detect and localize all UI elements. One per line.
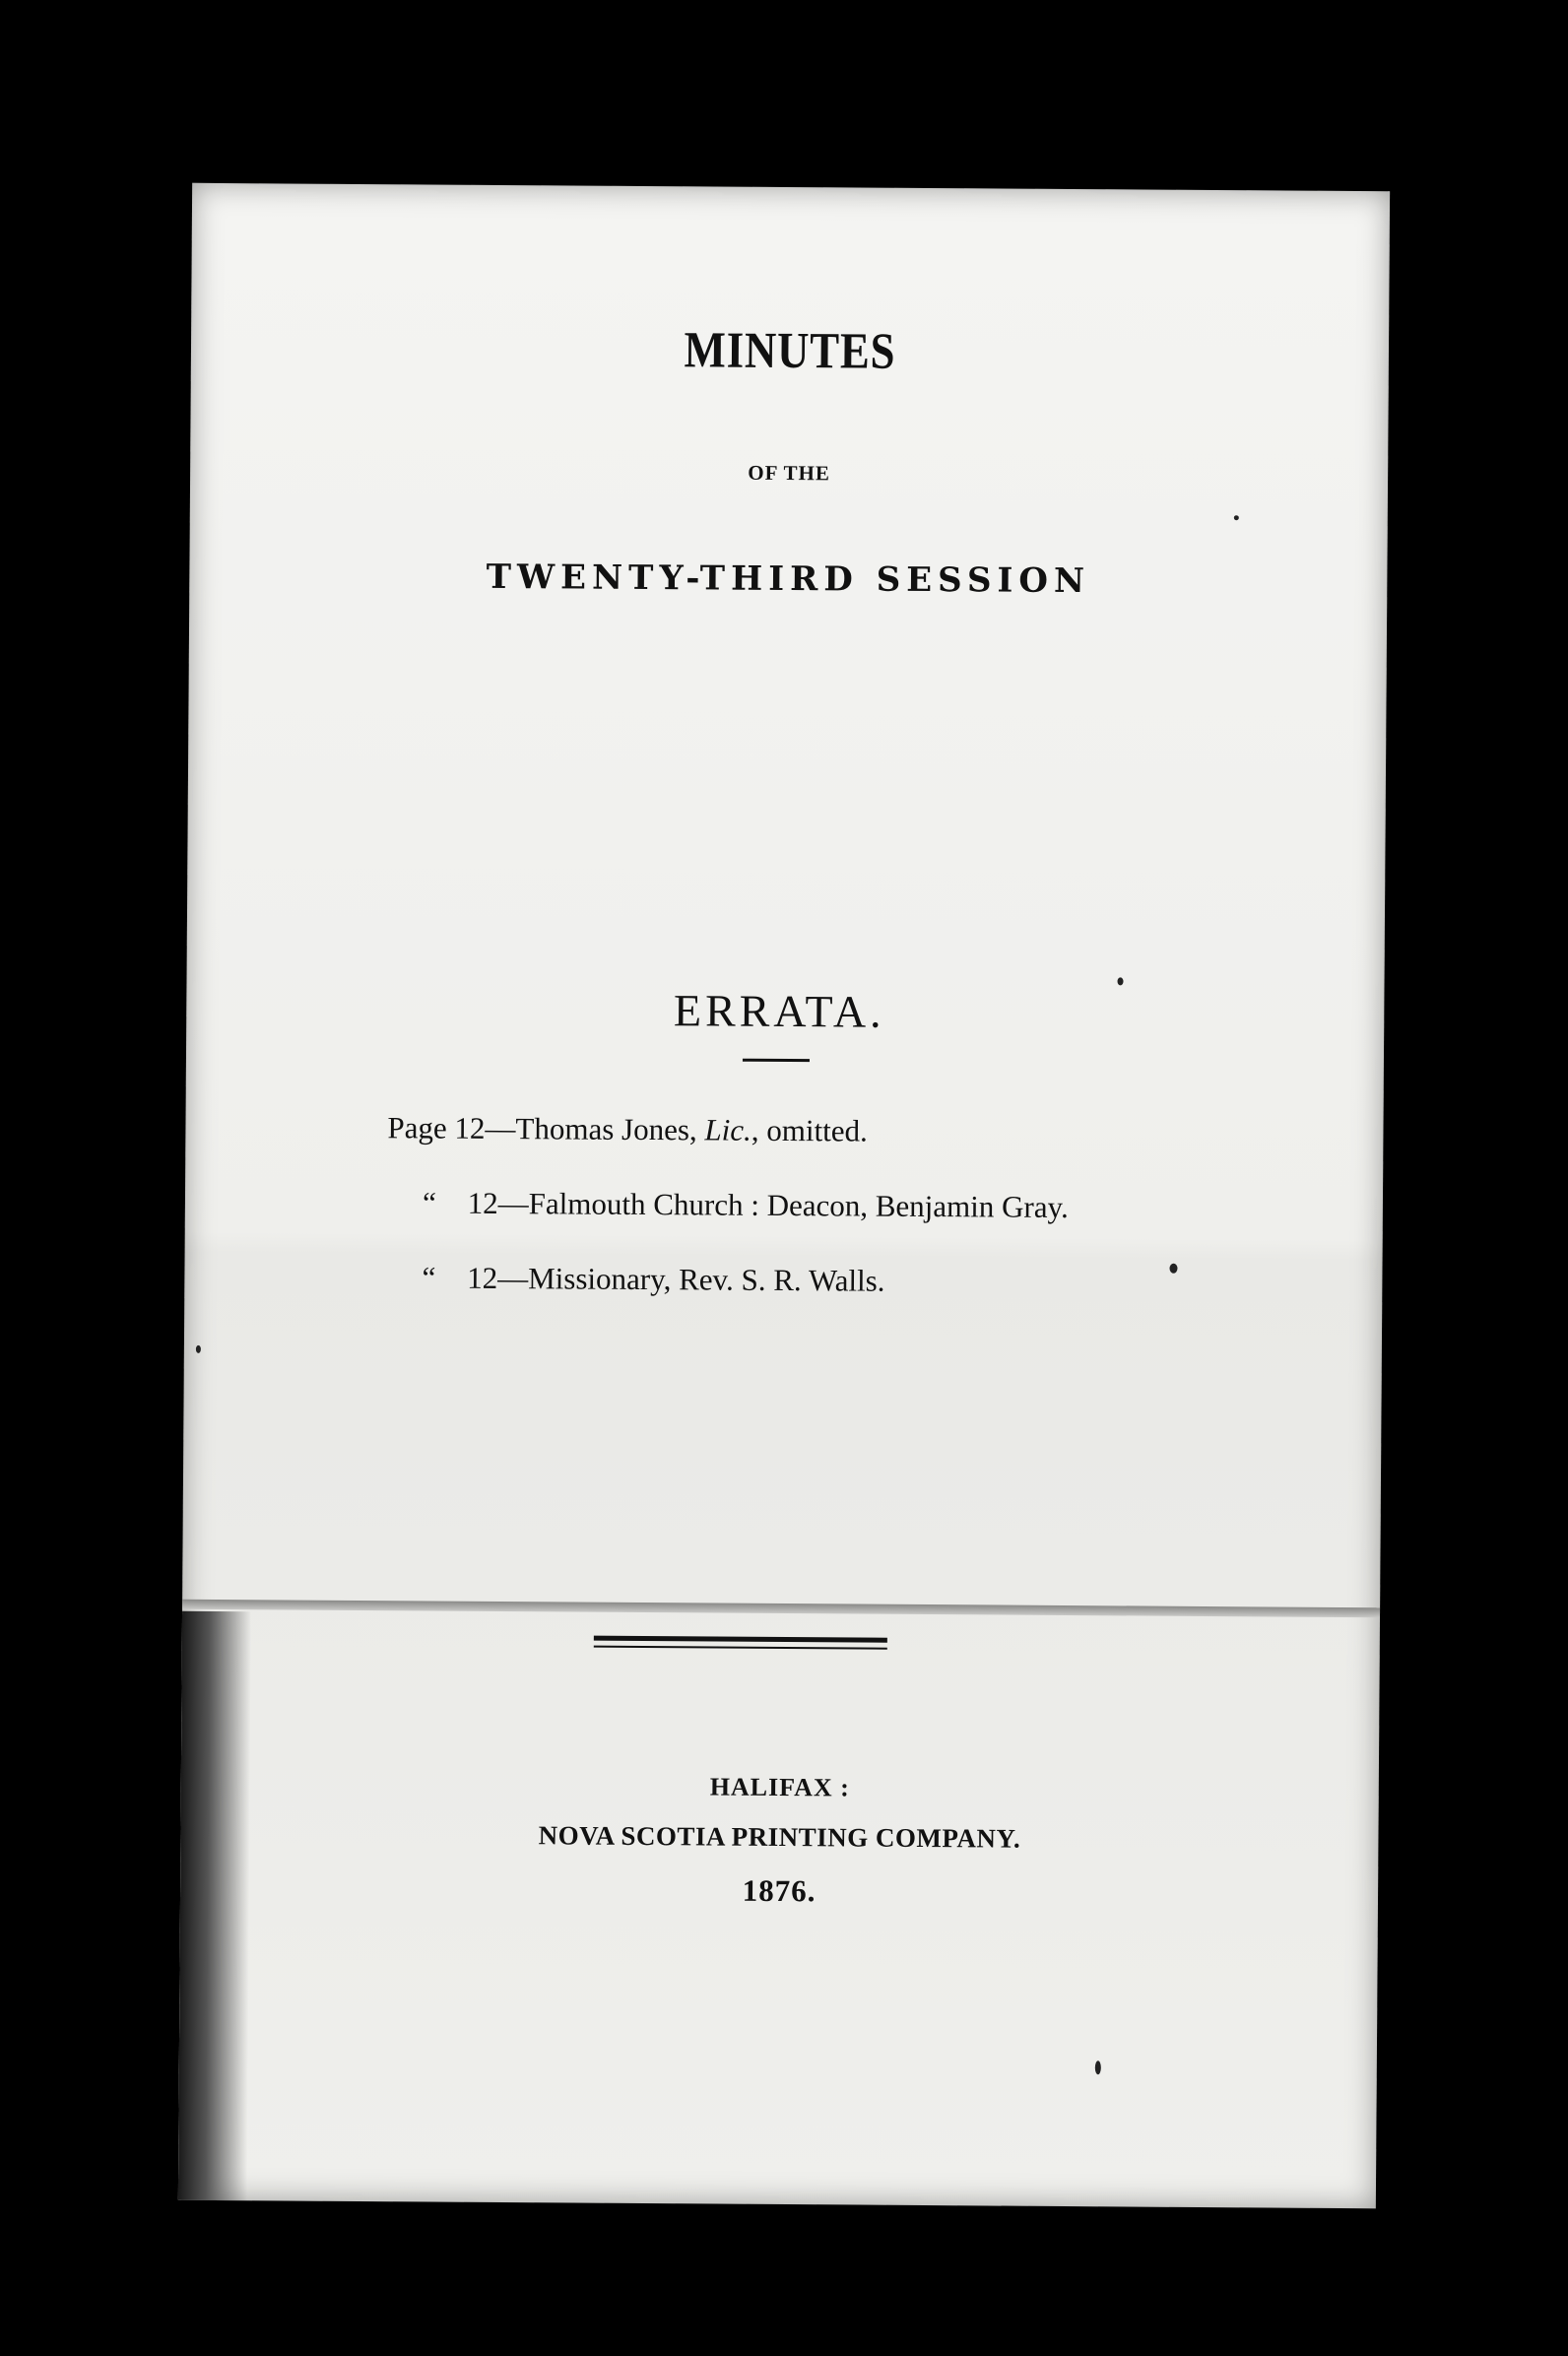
scan-speck bbox=[1234, 515, 1239, 520]
title-connector: OF THE bbox=[748, 460, 831, 486]
errata-item-italic: Lic. bbox=[704, 1112, 751, 1147]
errata-item-text: —Missionary, Rev. S. R. Walls. bbox=[497, 1260, 885, 1298]
errata-item-text: —Falmouth Church : Deacon, Benjamin Gray. bbox=[497, 1185, 1069, 1225]
document-title: MINUTES bbox=[684, 322, 896, 380]
errata-item-page: 12 bbox=[467, 1185, 498, 1220]
scan-speck bbox=[1095, 2061, 1101, 2074]
errata-item bbox=[387, 1090, 1274, 1171]
title-page bbox=[178, 183, 1390, 2208]
rule-thin bbox=[594, 1646, 887, 1650]
double-rule-divider bbox=[594, 1636, 887, 1650]
page-fold-line bbox=[182, 1600, 1380, 1617]
errata-item-page: 12 bbox=[454, 1110, 486, 1145]
imprint-city: HALIFAX : bbox=[709, 1772, 850, 1802]
errata-item bbox=[387, 1165, 1274, 1246]
imprint-year: 1876. bbox=[742, 1872, 817, 1909]
imprint-printer: NOVA SCOTIA PRINTING COMPANY. bbox=[538, 1820, 1021, 1854]
errata-item-lead: Page bbox=[387, 1110, 447, 1145]
scan-speck bbox=[1169, 1264, 1177, 1274]
errata-item-text-after: , omitted. bbox=[751, 1112, 868, 1148]
rule-thick bbox=[594, 1636, 887, 1643]
scan-speck bbox=[196, 1345, 201, 1353]
errata-item-text: —Thomas Jones, bbox=[485, 1110, 705, 1147]
errata-item bbox=[386, 1240, 1274, 1321]
errata-divider bbox=[743, 1059, 810, 1062]
errata-list bbox=[386, 1090, 1274, 1321]
errata-item-page: 12 bbox=[467, 1260, 498, 1295]
ditto-mark: “ bbox=[422, 1185, 436, 1220]
ditto-mark: “ bbox=[422, 1260, 436, 1295]
errata-heading: ERRATA. bbox=[673, 985, 885, 1037]
session-title: TWENTY-THIRD SESSION bbox=[486, 556, 1091, 602]
scan-speck bbox=[1117, 977, 1123, 985]
